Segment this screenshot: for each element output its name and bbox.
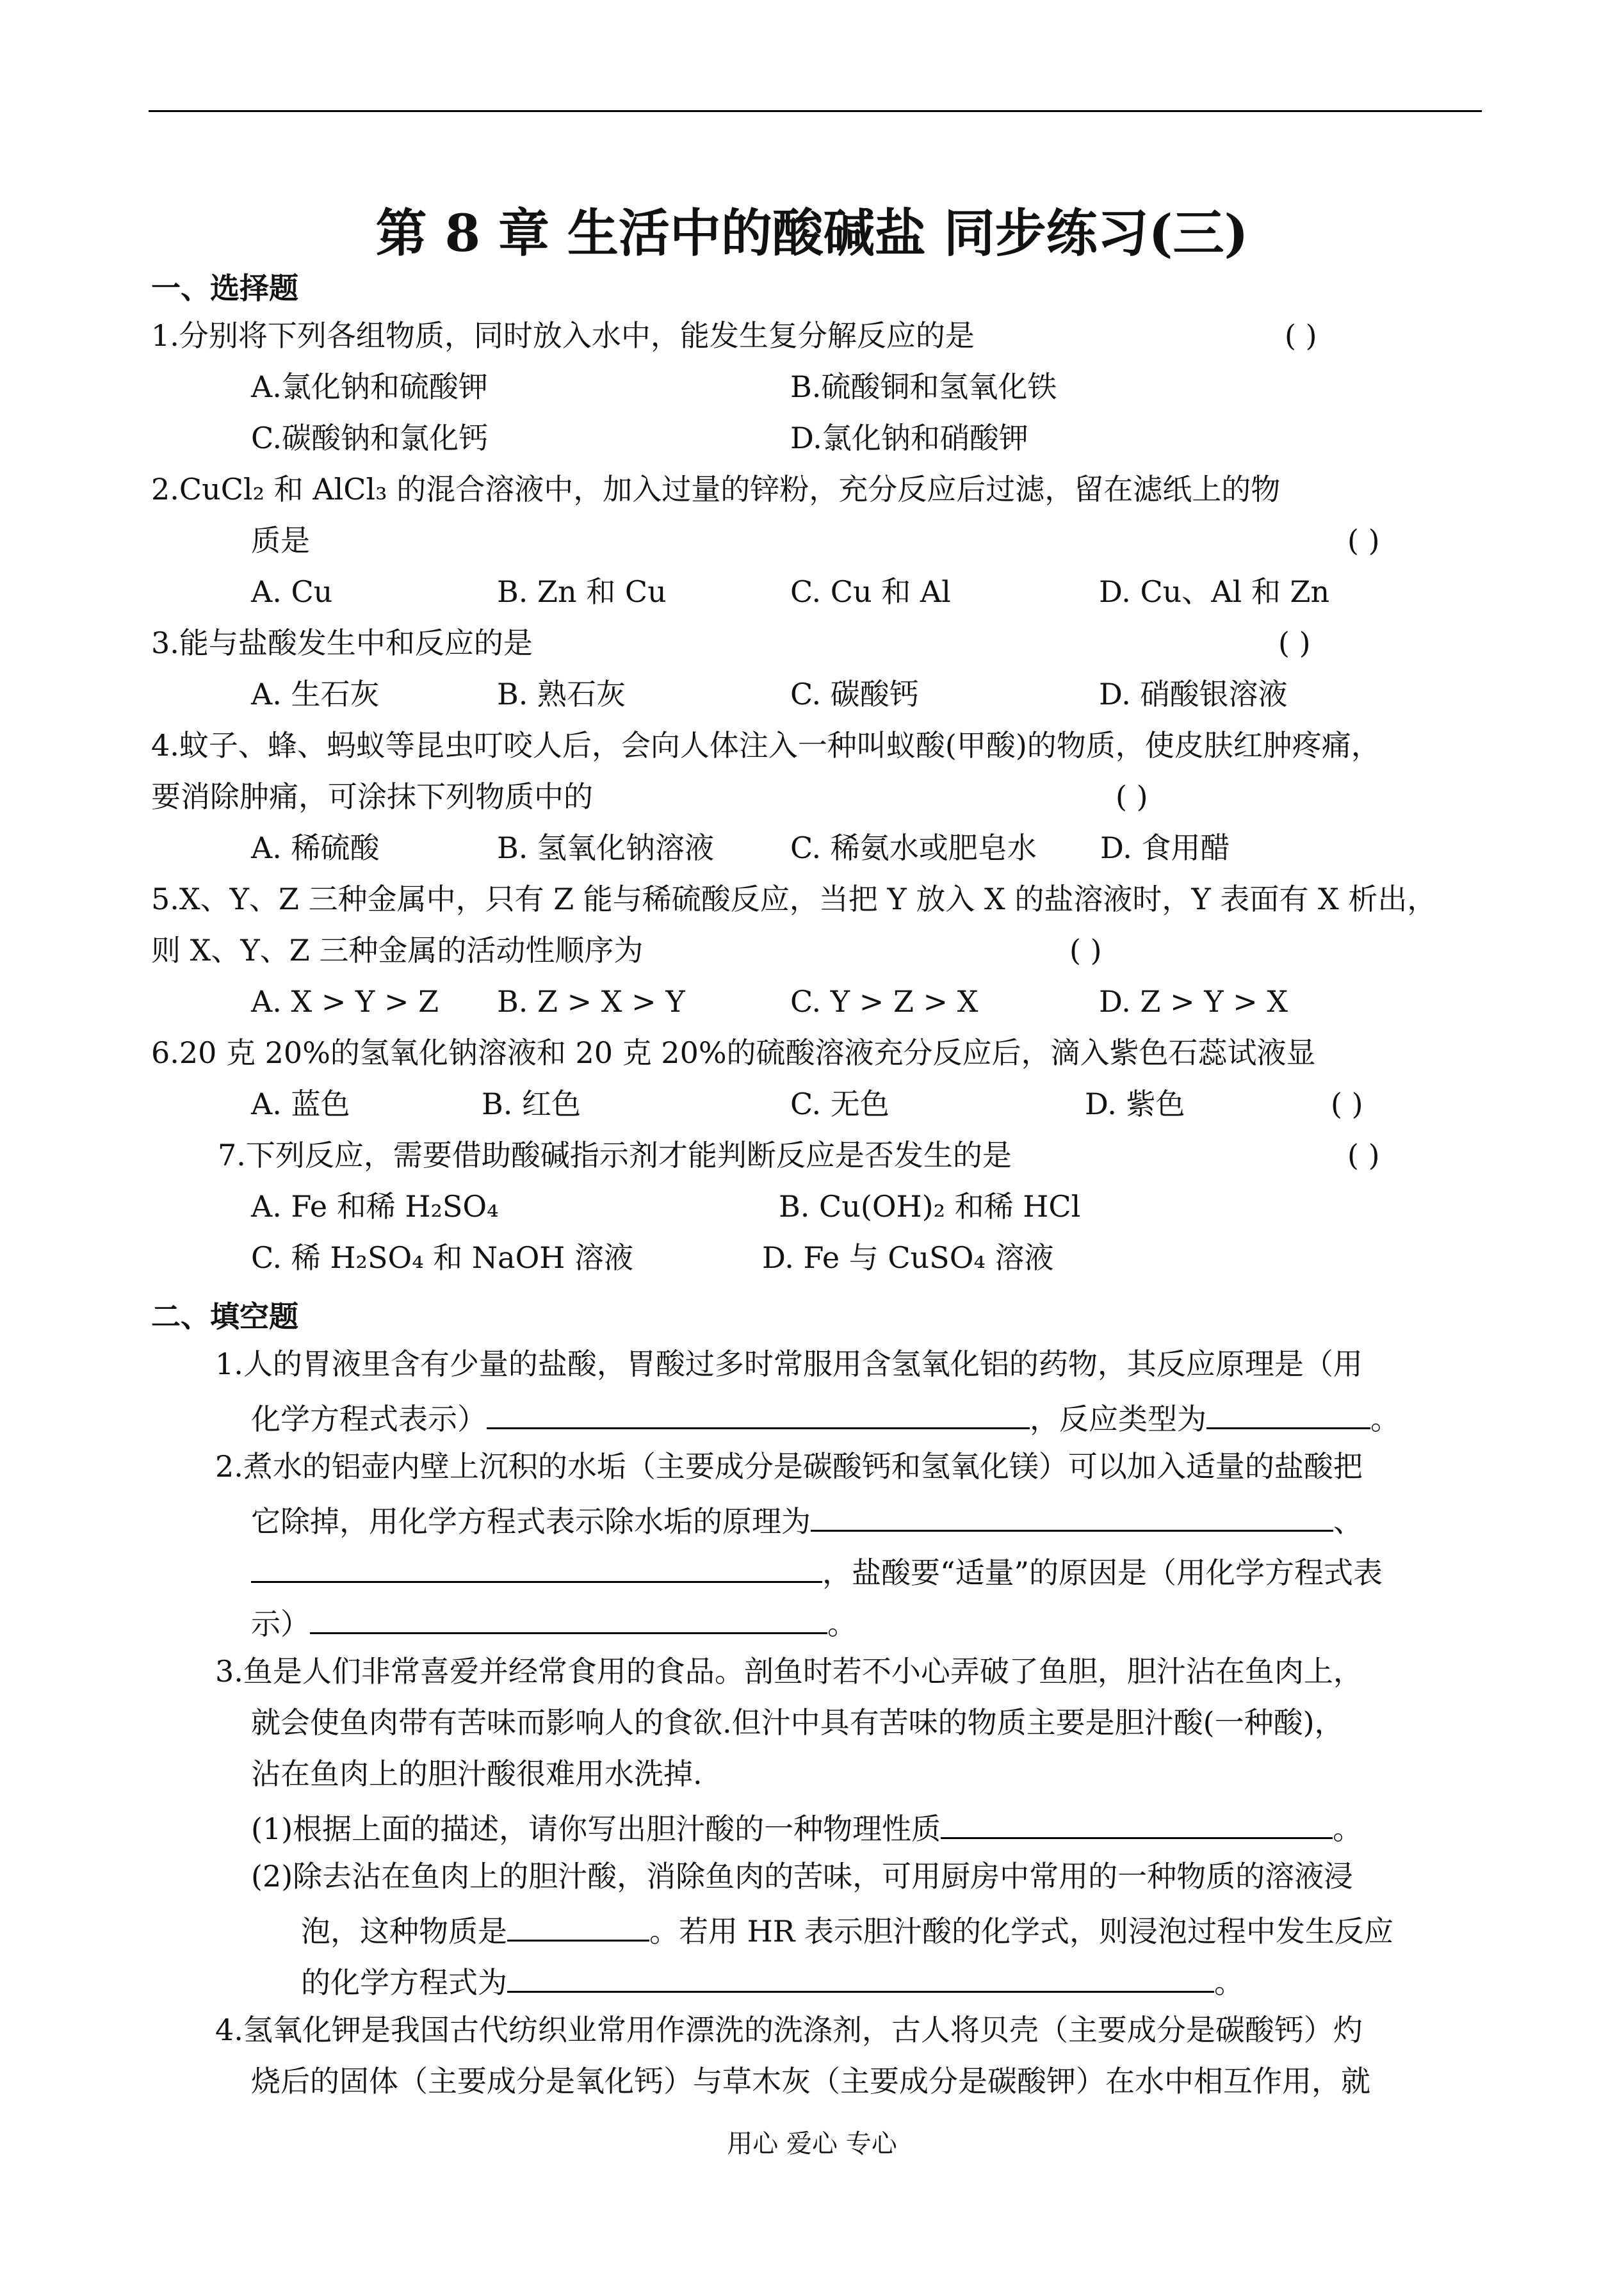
f3-sub1 — [251, 1806, 1362, 1848]
f2-line3-text-b: ，盐酸要“适量”的原因是（用化学方程式表 — [822, 1555, 1383, 1590]
q7-option-b: B. Cu(OH)₂ 和稀 HCl — [779, 1189, 1081, 1224]
page-title: 第 8 章 生活中的酸碱盐 同步练习(三) — [375, 203, 1249, 263]
q4-option-d: D. 食用醋 — [1100, 831, 1230, 865]
q5-option-d: D. Z > Y > X — [1099, 984, 1288, 1019]
q7-answer-paren: ( ) — [1347, 1138, 1380, 1172]
q7-option-a: A. Fe 和稀 H₂SO₄ — [251, 1189, 499, 1224]
f2-line4 — [251, 1601, 857, 1643]
q6-option-b: B. 红色 — [482, 1087, 581, 1121]
f1-line2-text-b: ，反应类型为 — [1030, 1402, 1206, 1436]
q1-option-b: B.硫酸铜和氢氧化铁 — [790, 369, 1057, 404]
q6-option-a: A. 蓝色 — [251, 1087, 350, 1121]
q7-stem: 7.下列反应，需要借助酸碱指示剂才能判断反应是否发生的是 — [218, 1138, 1012, 1172]
f3-line2: 就会使鱼肉带有苦味而影响人的食欲.但汁中具有苦味的物质主要是胆汁酸(一种酸)， — [251, 1705, 1344, 1740]
q3-answer-paren: ( ) — [1278, 626, 1311, 660]
f2-line4-text-b: 。 — [827, 1607, 857, 1641]
q6-option-c: C. 无色 — [790, 1087, 889, 1121]
f3-sub2-line2-text-a: 泡，这种物质是 — [301, 1914, 507, 1949]
q1-stem: 1.分别将下列各组物质，同时放入水中，能发生复分解反应的是 — [151, 318, 975, 353]
f1-equation-blank[interactable] — [487, 1399, 1030, 1429]
q2-option-d: D. Cu、Al 和 Zn — [1099, 574, 1330, 609]
f2-line4-text-a: 示） — [251, 1607, 310, 1641]
q5-answer-paren: ( ) — [1069, 933, 1102, 968]
q7-option-d: D. Fe 与 CuSO₄ 溶液 — [762, 1240, 1054, 1275]
q3-option-d: D. 硝酸银溶液 — [1099, 677, 1288, 711]
q3-option-a: A. 生石灰 — [251, 677, 380, 711]
q2-option-b: B. Zn 和 Cu — [497, 574, 667, 609]
q5-option-a: A. X > Y > Z — [251, 984, 439, 1019]
f1-line1: 1.人的胃液里含有少量的盐酸，胃酸过多时常服用含氢氧化铝的药物，其反应原理是（用 — [215, 1347, 1363, 1381]
q1-answer-paren: ( ) — [1285, 318, 1317, 353]
q5-option-c: C. Y > Z > X — [790, 984, 978, 1019]
f4-line1: 4.氢氧化钾是我国古代纺织业常用作漂洗的洗涤剂，古人将贝壳（主要成分是碳酸钙）灼 — [215, 2013, 1363, 2047]
f2-line1: 2.煮水的铝壶内壁上沉积的水垢（主要成分是碳酸钙和氢氧化镁）可以加入适量的盐酸把 — [215, 1449, 1363, 1484]
q2-option-a: A. Cu — [251, 574, 333, 609]
section-heading-fill: 二、填空题 — [151, 1299, 298, 1334]
q1-option-d: D.氯化钠和硝酸钾 — [790, 421, 1028, 455]
q4-option-b: B. 氢氧化钠溶液 — [497, 831, 715, 865]
f1-reaction-type-blank[interactable] — [1206, 1399, 1370, 1429]
q7-option-c: C. 稀 H₂SO₄ 和 NaOH 溶液 — [251, 1240, 634, 1275]
q4-answer-paren: ( ) — [1116, 779, 1148, 814]
q2-option-c: C. Cu 和 Al — [790, 574, 951, 609]
f2-equation-blank-2[interactable] — [251, 1553, 822, 1583]
f3-property-blank[interactable] — [941, 1809, 1333, 1839]
f1-line2 — [251, 1396, 1400, 1438]
q5-stem-line2: 则 X、Y、Z 三种金属的活动性顺序为 — [151, 933, 644, 968]
q3-option-b: B. 熟石灰 — [497, 677, 626, 711]
f3-sub2-line2 — [301, 1908, 1393, 1950]
q4-option-a: A. 稀硫酸 — [251, 831, 380, 865]
page-footer: 用心 爱心 专心 — [727, 2129, 897, 2159]
f2-equation-blank-3[interactable] — [310, 1604, 827, 1634]
q3-stem: 3.能与盐酸发生中和反应的是 — [151, 626, 533, 660]
f2-equation-blank-1[interactable] — [811, 1502, 1333, 1532]
f1-line2-text-c: 。 — [1370, 1402, 1400, 1436]
f3-sub2-line3-text-b: 。 — [1214, 1965, 1244, 2000]
f1-line2-text-a: 化学方程式表示） — [251, 1402, 487, 1436]
f2-line3 — [251, 1550, 1383, 1592]
f4-line2: 烧后的固体（主要成分是氧化钙）与草木灰（主要成分是碳酸钾）在水中相互作用，就 — [251, 2064, 1370, 2098]
q3-option-c: C. 碳酸钙 — [790, 677, 919, 711]
q5-stem-line1: 5.X、Y、Z 三种金属中，只有 Z 能与稀硫酸反应，当把 Y 放入 X 的盐溶液时，Y 表面有 X 析出， — [151, 882, 1437, 916]
header-rule — [149, 110, 1482, 112]
f2-line2-text-b: 、 — [1333, 1504, 1363, 1539]
f3-sub2-line3-text-a: 的化学方程式为 — [301, 1965, 507, 2000]
q2-stem-line2: 质是 — [251, 523, 310, 558]
q2-answer-paren: ( ) — [1347, 523, 1380, 558]
q4-stem-line2: 要消除肿痛，可涂抹下列物质中的 — [151, 779, 593, 814]
f3-line1: 3.鱼是人们非常喜爱并经常食用的食品。剖鱼时若不小心弄破了鱼胆，胆汁沾在鱼肉上， — [215, 1654, 1363, 1689]
f3-substance-blank[interactable] — [507, 1911, 649, 1942]
q2-stem-line1: 2.CuCl₂ 和 AlCl₃ 的混合溶液中，加入过量的锌粉，充分反应后过滤，留在滤纸上的物 — [151, 472, 1281, 507]
q6-option-d: D. 紫色 — [1085, 1087, 1185, 1121]
section-heading-choice: 一、选择题 — [151, 271, 298, 305]
f3-sub1-text-a: (1)根据上面的描述，请你写出胆汁酸的一种物理性质 — [251, 1812, 941, 1846]
q1-option-c: C.碳酸钠和氯化钙 — [251, 421, 489, 455]
q6-stem: 6.20 克 20%的氢氧化钠溶液和 20 克 20%的硫酸溶液充分反应后，滴入紫色石蕊试液显 — [151, 1035, 1316, 1070]
f3-sub1-text-b: 。 — [1333, 1812, 1363, 1846]
q5-option-b: B. Z > X > Y — [497, 984, 685, 1019]
q4-option-c: C. 稀氨水或肥皂水 — [790, 831, 1037, 865]
f2-line2 — [251, 1498, 1363, 1541]
q6-answer-paren: ( ) — [1331, 1087, 1363, 1121]
f3-line3: 沾在鱼肉上的胆汁酸很难用水洗掉. — [251, 1756, 702, 1791]
f2-line2-text-a: 它除掉，用化学方程式表示除水垢的原理为 — [251, 1504, 811, 1539]
q1-option-a: A.氯化钠和硫酸钾 — [251, 369, 488, 404]
f3-equation-blank[interactable] — [507, 1963, 1214, 1993]
f3-sub2-line3 — [301, 1959, 1244, 2002]
f3-sub2-line2-text-b: 。若用 HR 表示胆汁酸的化学式，则浸泡过程中发生反应 — [649, 1914, 1393, 1949]
f3-sub2-line1: (2)除去沾在鱼肉上的胆汁酸，消除鱼肉的苦味，可用厨房中常用的一种物质的溶液浸 — [251, 1859, 1354, 1894]
q4-stem-line1: 4.蚊子、蜂、蚂蚁等昆虫叮咬人后，会向人体注入一种叫蚁酸(甲酸)的物质，使皮肤红肿疼痛， — [151, 728, 1381, 763]
